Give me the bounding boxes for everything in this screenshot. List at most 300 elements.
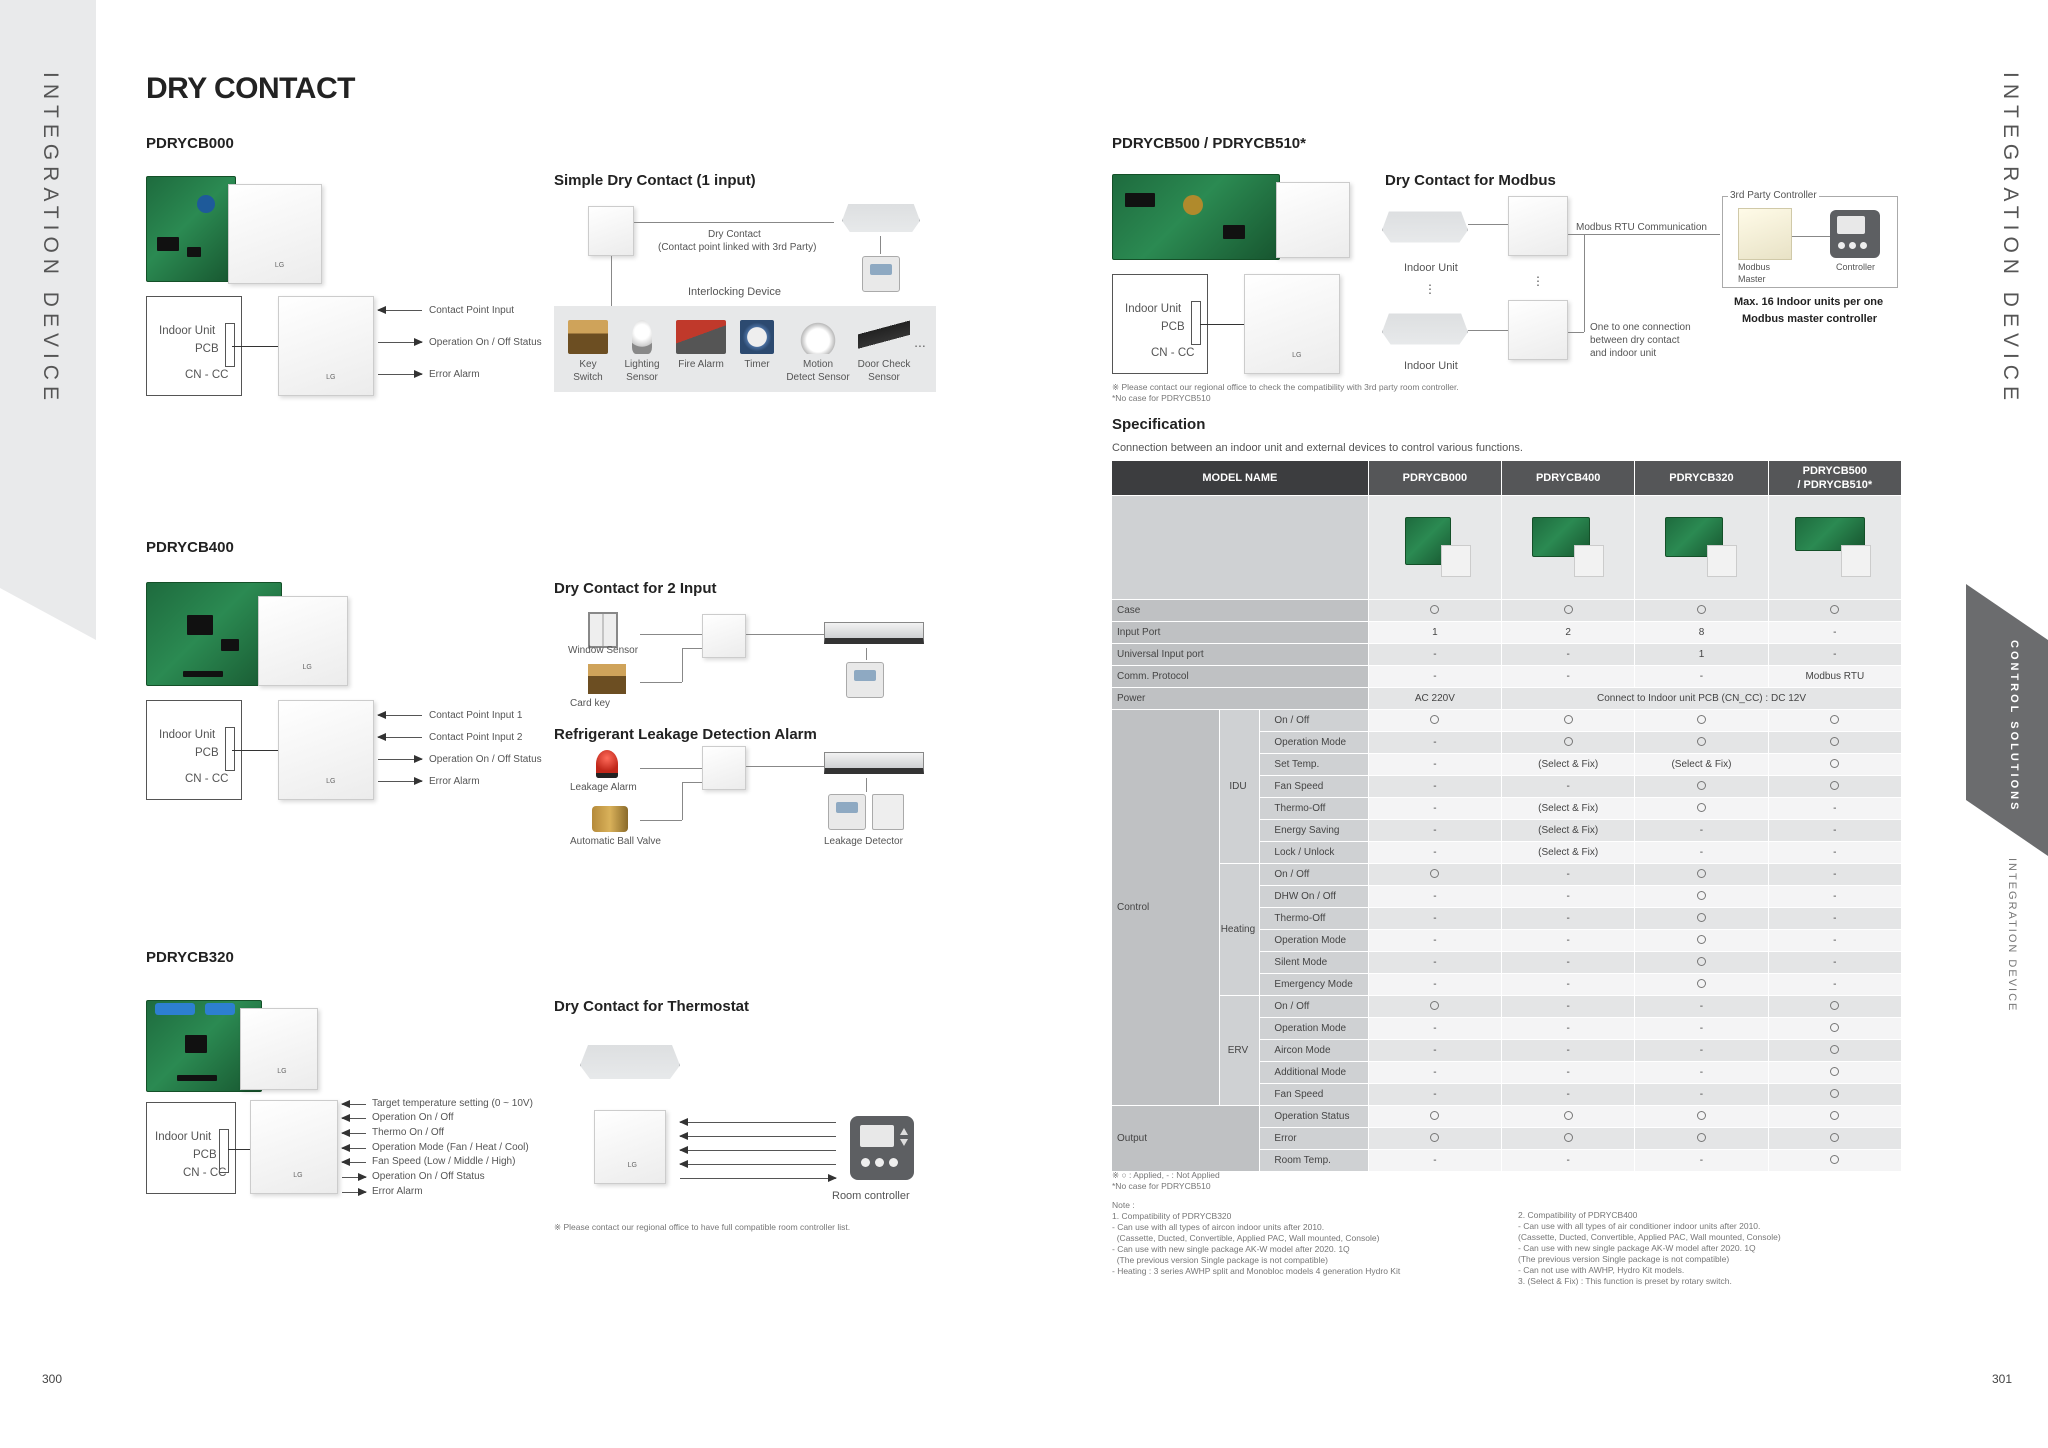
spec-value-cell: - — [1368, 665, 1501, 687]
spec-row-label: Lock / Unlock — [1260, 841, 1368, 863]
spec-output-label: Output — [1112, 1105, 1260, 1171]
ball-valve-label: Automatic Ball Valve — [570, 836, 661, 847]
signal-arrow — [680, 1164, 836, 1165]
spec-value-cell: - — [1502, 1039, 1635, 1061]
dry-contact-box-b500: LG — [1244, 274, 1340, 374]
ducted-unit-image — [824, 752, 924, 774]
leakage-detector-remote-image — [828, 794, 866, 830]
table-row — [1112, 995, 1902, 1017]
spec-value-cell — [1635, 599, 1768, 621]
spec-value-cell — [1368, 995, 1501, 1017]
link-line — [880, 236, 881, 254]
connector-line — [232, 346, 278, 347]
applied-circle-icon — [1830, 605, 1839, 614]
spec-value-cell — [1768, 1105, 1901, 1127]
spec-value-cell — [1635, 951, 1768, 973]
spec-value-cell: - — [1635, 1061, 1768, 1083]
applied-circle-icon — [1430, 605, 1439, 614]
spec-value-cell — [1635, 775, 1768, 797]
third-party-label: 3rd Party Controller — [1730, 190, 1817, 201]
spec-value-cell — [1368, 863, 1501, 885]
signal-arrow — [680, 1136, 836, 1137]
spec-value-cell: 1 — [1635, 643, 1768, 665]
spec-value-cell: 2 — [1502, 621, 1635, 643]
output-label: Operation On / Off Status — [429, 754, 542, 765]
dry-contact-box-image-b320: LG — [240, 1008, 318, 1090]
output-arrow — [342, 1162, 366, 1163]
applied-circle-icon — [1830, 715, 1839, 724]
spec-value-cell — [1635, 1105, 1768, 1127]
spec-control-label: Control — [1112, 709, 1220, 1105]
spec-value-cell: (Select & Fix) — [1502, 841, 1635, 863]
spec-value-cell: (Select & Fix) — [1502, 753, 1635, 775]
spec-value-cell — [1368, 1127, 1501, 1149]
applied-circle-icon — [1430, 1001, 1439, 1010]
spec-row-label: Energy Saving — [1260, 819, 1368, 841]
cassette-unit-image — [842, 190, 920, 246]
signal-arrow — [680, 1178, 836, 1179]
applied-circle-icon — [1430, 715, 1439, 724]
leakage-alarm-label: Leakage Alarm — [570, 782, 637, 793]
output-label: Contact Point Input — [429, 305, 515, 316]
spec-header-col: PDRYCB320 — [1635, 461, 1768, 495]
applied-circle-icon — [1697, 979, 1706, 988]
spec-value-cell — [1635, 973, 1768, 995]
cassette-unit-image — [1382, 196, 1468, 258]
window-sensor-image — [588, 612, 618, 648]
spec-header-model-name: MODEL NAME — [1112, 461, 1368, 495]
controller-label: Controller — [1836, 262, 1876, 272]
interlocking-device-strip — [554, 306, 936, 392]
spec-value-cell: - — [1502, 929, 1635, 951]
indoor-unit-pcb-b400: Indoor Unit PCB CN - CC — [146, 700, 242, 800]
modbus-master-image — [1738, 208, 1792, 260]
spec-row-label: Thermo-Off — [1260, 907, 1368, 929]
dry-contact-box-small — [702, 746, 746, 790]
left-side-label: INTEGRATION DEVICE — [39, 72, 62, 406]
spec-row-label: Universal Input port — [1112, 643, 1368, 665]
spec-value-cell: - — [1502, 885, 1635, 907]
model-title-b500: PDRYCB500 / PDRYCB510* — [1112, 135, 1306, 152]
spec-legend-2: *No case for PDRYCB510 — [1112, 1181, 1211, 1191]
spec-legend: ※ ○ : Applied, - : Not Applied — [1112, 1170, 1220, 1180]
spec-value-cell — [1635, 709, 1768, 731]
dry-contact-box-small — [1508, 196, 1568, 256]
applied-circle-icon — [1697, 891, 1706, 900]
modbus-master-label: Master — [1738, 274, 1766, 284]
applied-circle-icon — [1830, 1089, 1839, 1098]
applied-circle-icon — [1697, 957, 1706, 966]
dry-contact-box-image-b400: LG — [258, 596, 348, 686]
spec-value-cell: - — [1635, 995, 1768, 1017]
link-line — [1792, 236, 1830, 237]
dry-contact-box-b400: LG — [278, 700, 374, 800]
link-line — [682, 648, 702, 649]
output-label: Operation On / Off — [372, 1112, 454, 1123]
spec-value-cell — [1768, 1017, 1901, 1039]
dry-contact-box-small — [1508, 300, 1568, 360]
room-controller-label: Room controller — [832, 1190, 910, 1202]
pcb-image-b000 — [146, 176, 236, 282]
connector-line — [228, 1149, 250, 1150]
integration-device-sub-label: INTEGRATION DEVICE — [2006, 858, 2018, 1013]
spec-value-cell: - — [1635, 1017, 1768, 1039]
page-number-left: 300 — [42, 1372, 63, 1386]
spec-value-cell — [1502, 599, 1635, 621]
spec-value-cell: - — [1368, 1149, 1501, 1171]
spec-image-b000 — [1368, 495, 1501, 599]
applied-circle-icon — [1430, 869, 1439, 878]
spec-row-label: Case — [1112, 599, 1368, 621]
spec-row-label: Fan Speed — [1260, 1083, 1368, 1105]
spec-value-cell — [1768, 599, 1901, 621]
modbus-line — [1568, 332, 1584, 333]
applied-circle-icon — [1697, 605, 1706, 614]
device-fire-alarm: Fire Alarm — [670, 320, 732, 371]
spec-value-cell — [1502, 709, 1635, 731]
vertical-ellipsis: ⋮ — [1532, 274, 1544, 288]
table-row — [1112, 599, 1902, 621]
spec-value-cell: - — [1368, 951, 1501, 973]
spec-value-cell: - — [1635, 1149, 1768, 1171]
spec-image-b400 — [1502, 495, 1635, 599]
output-label: Contact Point Input 1 — [429, 710, 523, 721]
spec-row-label: On / Off — [1260, 709, 1368, 731]
indoor-unit-pcb-b500: Indoor Unit PCB CN - CC — [1112, 274, 1208, 374]
spec-value-cell: - — [1368, 1083, 1501, 1105]
spec-row-label: Comm. Protocol — [1112, 665, 1368, 687]
connector-line — [232, 750, 278, 751]
link-line — [746, 634, 824, 635]
spec-value-cell: - — [1502, 995, 1635, 1017]
applied-circle-icon — [1697, 935, 1706, 944]
spec-value-cell: - — [1368, 885, 1501, 907]
spec-value-cell — [1368, 709, 1501, 731]
applied-circle-icon — [1564, 1111, 1573, 1120]
applied-circle-icon — [1830, 1111, 1839, 1120]
model-title-b000: PDRYCB000 — [146, 135, 234, 152]
dry-contact-sub-label: (Contact point linked with 3rd Party) — [658, 242, 817, 253]
link-line — [682, 782, 683, 820]
spec-value-cell — [1768, 753, 1901, 775]
spec-value-cell: - — [1502, 1149, 1635, 1171]
spec-row-label: Set Temp. — [1260, 753, 1368, 775]
spec-value-cell — [1635, 731, 1768, 753]
spec-value-cell: - — [1502, 643, 1635, 665]
output-arrow — [378, 737, 422, 738]
link-line — [640, 682, 682, 683]
section-title-thermostat: Dry Contact for Thermostat — [554, 998, 750, 1015]
output-label: Operation On / Off Status — [429, 337, 542, 348]
applied-circle-icon — [1830, 781, 1839, 790]
dry-contact-box-image-b000: LG — [228, 184, 322, 284]
device-lighting-sensor: Lighting Sensor — [614, 320, 670, 384]
spec-value-cell: - — [1768, 621, 1901, 643]
spec-value-cell: - — [1768, 929, 1901, 951]
output-label: Operation Mode (Fan / Heat / Cool) — [372, 1142, 529, 1153]
spec-value-cell: 1 — [1368, 621, 1501, 643]
spec-value-cell: - — [1368, 775, 1501, 797]
max-units-label: Max. 16 Indoor units per one — [1734, 296, 1884, 308]
spec-value-cell — [1768, 1039, 1901, 1061]
link-line — [640, 820, 682, 821]
spec-note-right: 2. Compatibility of PDRYCB400 - Can use with all types of air conditioner indoor units after 2010. (Cassette, Ducted, Convertible, Applied PAC, Wall mounted, Console) - Can use with new single package AK-W model after 2020. 1Q (The previous version Single package is not compatible) - Can not use with AWHP, Hydro Kit models. 3. (Select & Fix) : This function is preset by rotary switch. — [1518, 1210, 1781, 1286]
device-timer: Timer — [732, 320, 782, 371]
spec-value-cell: - — [1635, 819, 1768, 841]
spec-value-cell: - — [1502, 1061, 1635, 1083]
spec-header-col: PDRYCB000 — [1368, 461, 1501, 495]
spec-value-cell: - — [1368, 907, 1501, 929]
device-motion-sensor: Motion Detect Sensor — [782, 320, 854, 384]
spec-row-label: Operation Mode — [1260, 731, 1368, 753]
spec-value-cell: - — [1368, 929, 1501, 951]
modbus-note: *No case for PDRYCB510 — [1112, 393, 1211, 403]
output-arrow — [342, 1133, 366, 1134]
one-to-one-label: between dry contact — [1590, 335, 1680, 346]
interlocking-device-label: Interlocking Device — [688, 286, 781, 298]
spec-subtitle: Connection between an indoor unit and external devices to control various functions. — [1112, 442, 1523, 454]
vertical-ellipsis: ⋮ — [1424, 282, 1436, 296]
output-arrow — [342, 1177, 366, 1178]
controller-image — [1830, 210, 1880, 258]
applied-circle-icon — [1830, 1045, 1839, 1054]
spec-value-cell: - — [1502, 665, 1635, 687]
ducted-unit-image — [824, 622, 924, 644]
modbus-line — [1568, 234, 1720, 235]
card-key-label: Card key — [570, 698, 611, 709]
one-to-one-label: One to one connection — [1590, 322, 1691, 333]
dry-contact-box-small — [702, 614, 746, 658]
signal-arrow — [680, 1150, 836, 1151]
applied-circle-icon — [1697, 737, 1706, 746]
spec-value-cell — [1768, 1149, 1901, 1171]
model-title-b400: PDRYCB400 — [146, 539, 234, 556]
spec-value-cell — [1635, 1127, 1768, 1149]
table-row — [1112, 621, 1902, 643]
spec-value-cell: - — [1502, 973, 1635, 995]
spec-value-cell — [1502, 1105, 1635, 1127]
output-label: Error Alarm — [429, 369, 480, 380]
link-line — [640, 768, 702, 769]
output-label: Fan Speed (Low / Middle / High) — [372, 1156, 516, 1167]
control-solutions-tab — [1966, 584, 2048, 856]
spec-value-cell: - — [1502, 775, 1635, 797]
applied-circle-icon — [1830, 1001, 1839, 1010]
spec-group-label: IDU — [1220, 709, 1260, 863]
spec-row-label: Thermo-Off — [1260, 797, 1368, 819]
spec-value-cell: - — [1502, 907, 1635, 929]
applied-circle-icon — [1830, 1155, 1839, 1164]
table-row — [1112, 687, 1902, 709]
spec-value-cell — [1635, 797, 1768, 819]
dry-contact-box-thermostat: LG — [594, 1110, 666, 1184]
output-arrow — [378, 374, 422, 375]
control-solutions-tab-label: CONTROL SOLUTIONS — [2008, 640, 2020, 813]
spec-row-label: DHW On / Off — [1260, 885, 1368, 907]
output-arrow — [378, 342, 422, 343]
spec-value-cell: (Select & Fix) — [1502, 819, 1635, 841]
link-line — [682, 648, 683, 682]
applied-circle-icon — [1697, 869, 1706, 878]
spec-value-cell: - — [1502, 951, 1635, 973]
spec-value-cell: - — [1768, 797, 1901, 819]
table-row — [1112, 863, 1902, 885]
signal-arrow — [680, 1122, 836, 1123]
link-line — [640, 634, 702, 635]
spec-value-cell: - — [1768, 951, 1901, 973]
spec-row-label: Operation Mode — [1260, 929, 1368, 951]
applied-circle-icon — [1697, 781, 1706, 790]
spec-group-label: ERV — [1220, 995, 1260, 1105]
spec-value-cell — [1768, 731, 1901, 753]
spec-value-cell: Connect to Indoor unit PCB (CN_CC) : DC 12V — [1502, 687, 1902, 709]
wired-remote-image — [862, 256, 900, 292]
table-row — [1112, 709, 1902, 731]
spec-value-cell — [1368, 599, 1501, 621]
section-title-simple-dry-contact: Simple Dry Contact (1 input) — [554, 172, 756, 189]
spec-header-col: PDRYCB400 — [1502, 461, 1635, 495]
spec-value-cell: Modbus RTU — [1768, 665, 1901, 687]
spec-value-cell — [1768, 1127, 1901, 1149]
table-row — [1112, 665, 1902, 687]
table-row — [1112, 1105, 1902, 1127]
spec-value-cell: - — [1768, 863, 1901, 885]
link-line — [611, 256, 612, 306]
spec-value-cell — [1635, 907, 1768, 929]
spec-row-label: Fan Speed — [1260, 775, 1368, 797]
leakage-alarm-image — [596, 750, 618, 778]
applied-circle-icon — [1697, 715, 1706, 724]
dry-contact-box-b000: LG — [278, 296, 374, 396]
dry-contact-box-b320: LG — [250, 1100, 338, 1194]
room-controller-note: ※ Please contact our regional office to have full compatible room controller list. — [554, 1222, 851, 1232]
link-line — [866, 778, 867, 792]
spec-value-cell — [1768, 995, 1901, 1017]
output-label: Target temperature setting (0 ~ 10V) — [372, 1098, 533, 1109]
link-line — [634, 222, 834, 223]
cassette-unit-image — [580, 1028, 680, 1096]
output-arrow — [342, 1148, 366, 1149]
device-key-switch: Key Switch — [560, 320, 616, 384]
link-line — [746, 766, 824, 767]
spec-value-cell: - — [1368, 819, 1501, 841]
spec-value-cell: - — [1635, 665, 1768, 687]
spec-value-cell — [1635, 929, 1768, 951]
spec-note-left: Note : 1. Compatibility of PDRYCB320 - Can use with all types of aircon indoor units after 2010. (Cassette, Ducted, Convertible, Applied PAC, Wall mounted, Console) - Can use with new single package AK-W model after 2020. 1Q (The previous version Single package is not compatible) - Heating : 3 series AWHP split and Monobloc models 4 generation Hydro Kit — [1112, 1200, 1401, 1276]
spec-value-cell: - — [1768, 819, 1901, 841]
wired-remote-image — [846, 662, 884, 698]
applied-circle-icon — [1564, 715, 1573, 724]
applied-circle-icon — [1430, 1111, 1439, 1120]
ball-valve-image — [592, 806, 628, 832]
max-units-label: Modbus master controller — [1742, 313, 1878, 325]
spec-image-row-label — [1112, 495, 1368, 599]
output-label: Contact Point Input 2 — [429, 732, 523, 743]
spec-value-cell: AC 220V — [1368, 687, 1501, 709]
card-key-image — [588, 664, 626, 694]
right-side-label: INTEGRATION DEVICE — [1999, 72, 2022, 406]
spec-value-cell: - — [1502, 1017, 1635, 1039]
output-label: Thermo On / Off — [372, 1127, 445, 1138]
spec-image-b500 — [1768, 495, 1901, 599]
output-label: Error Alarm — [429, 776, 480, 787]
output-arrow — [378, 781, 422, 782]
spec-value-cell: - — [1368, 1017, 1501, 1039]
spec-value-cell — [1768, 1061, 1901, 1083]
spec-image-b320 — [1635, 495, 1768, 599]
spec-value-cell: - — [1502, 863, 1635, 885]
spec-value-cell: - — [1768, 643, 1901, 665]
indoor-unit-label: Indoor Unit — [1404, 262, 1458, 274]
spec-value-cell: - — [1635, 1083, 1768, 1105]
link-line — [1468, 224, 1508, 225]
spec-row-label: Operation Status — [1260, 1105, 1368, 1127]
applied-circle-icon — [1564, 605, 1573, 614]
spec-value-cell: 8 — [1635, 621, 1768, 643]
applied-circle-icon — [1697, 913, 1706, 922]
output-label: Operation On / Off Status — [372, 1171, 485, 1182]
model-title-b320: PDRYCB320 — [146, 949, 234, 966]
spec-value-cell: - — [1368, 841, 1501, 863]
spec-value-cell — [1502, 1127, 1635, 1149]
spec-value-cell: - — [1502, 1083, 1635, 1105]
spec-value-cell: (Select & Fix) — [1635, 753, 1768, 775]
spec-row-label: Silent Mode — [1260, 951, 1368, 973]
output-arrow — [342, 1192, 366, 1193]
applied-circle-icon — [1830, 737, 1839, 746]
cassette-unit-image — [1382, 298, 1468, 360]
modbus-line — [1584, 234, 1585, 332]
spec-value-cell: - — [1368, 973, 1501, 995]
page-title: DRY CONTACT — [146, 72, 355, 105]
output-arrow — [378, 715, 422, 716]
section-title-leakage-alarm: Refrigerant Leakage Detection Alarm — [554, 726, 817, 743]
spec-value-cell: (Select & Fix) — [1502, 797, 1635, 819]
applied-circle-icon — [1830, 1067, 1839, 1076]
device-door-check-sensor: Door Check Sensor — [854, 320, 914, 384]
spec-value-cell: - — [1368, 1039, 1501, 1061]
spec-row-label: Additional Mode — [1260, 1061, 1368, 1083]
page-number-right: 301 — [1991, 1372, 2012, 1386]
output-arrow — [342, 1104, 366, 1105]
spec-value-cell: - — [1768, 907, 1901, 929]
modbus-note: ※ Please contact our regional office to check the compatibility with 3rd party room controller. — [1112, 382, 1459, 392]
spec-value-cell: - — [1768, 885, 1901, 907]
applied-circle-icon — [1697, 1111, 1706, 1120]
applied-circle-icon — [1564, 1133, 1573, 1142]
room-controller-image — [850, 1116, 914, 1180]
spec-row-label: On / Off — [1260, 995, 1368, 1017]
applied-circle-icon — [1830, 759, 1839, 768]
indoor-unit-pcb-b000: Indoor Unit PCB CN - CC — [146, 296, 242, 396]
one-to-one-label: and indoor unit — [1590, 348, 1657, 359]
dry-contact-box-small — [588, 206, 634, 256]
spec-row-label: Emergency Mode — [1260, 973, 1368, 995]
applied-circle-icon — [1830, 1133, 1839, 1142]
indoor-unit-pcb-b320: Indoor Unit PCB CN - CC — [146, 1102, 236, 1194]
dry-contact-box-image-b500 — [1276, 182, 1350, 258]
spec-value-cell: - — [1635, 841, 1768, 863]
modbus-rtu-label: Modbus RTU Communication — [1576, 222, 1707, 233]
spec-value-cell: - — [1368, 1061, 1501, 1083]
section-title-dry-contact-2-input: Dry Contact for 2 Input — [554, 580, 717, 597]
spec-value-cell — [1768, 709, 1901, 731]
link-line — [866, 648, 867, 660]
spec-header-col: PDRYCB500 / PDRYCB510* — [1768, 461, 1901, 495]
output-arrow — [378, 310, 422, 311]
spec-row-label: Error — [1260, 1127, 1368, 1149]
spec-value-cell: - — [1768, 841, 1901, 863]
